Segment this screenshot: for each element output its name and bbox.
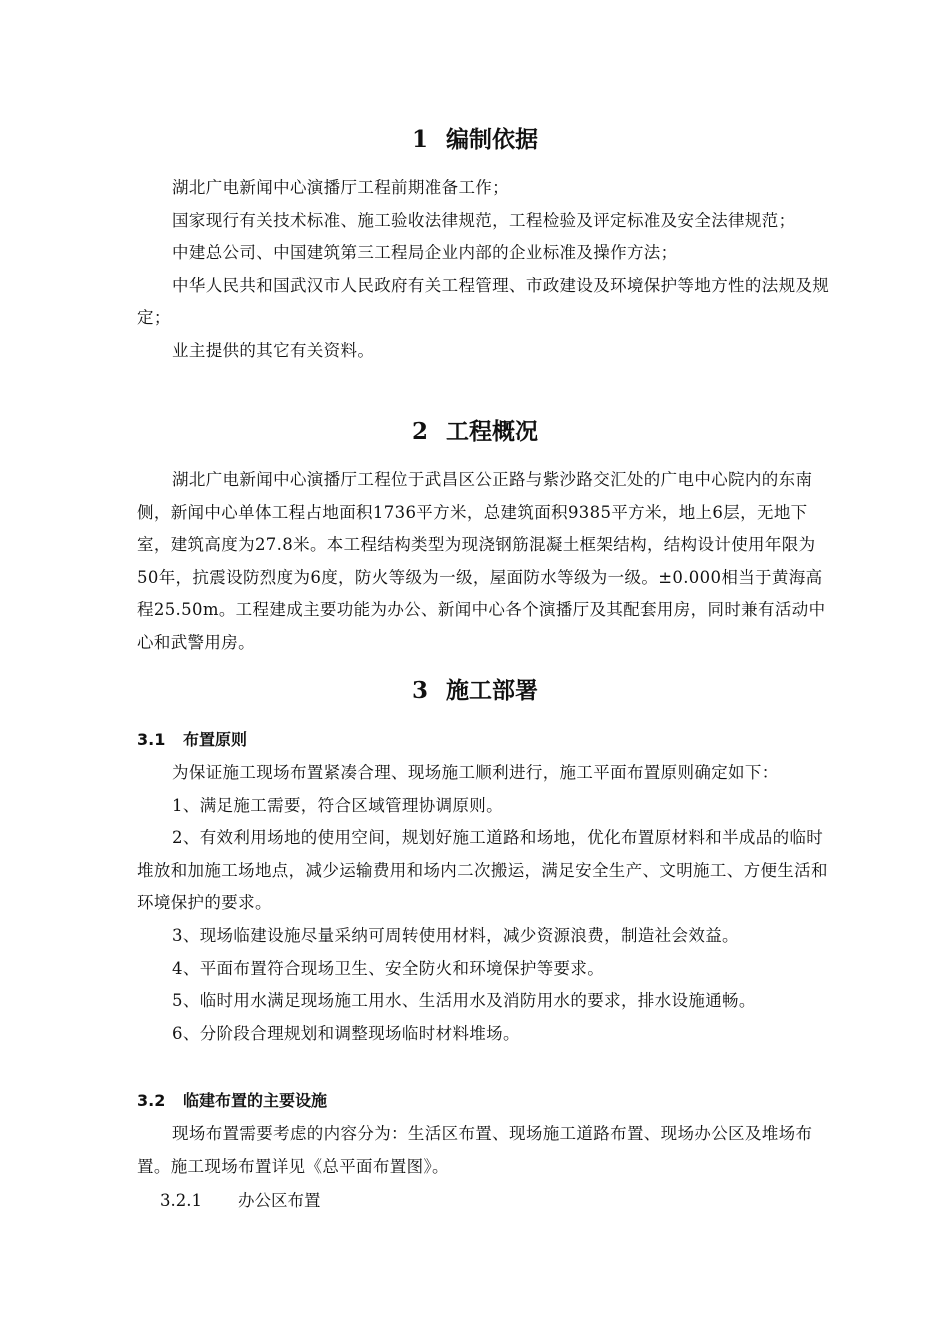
subsection-3-2-body (137, 1118, 837, 1183)
subsection-title: 办公区布置 (238, 1191, 321, 1210)
subsection-3-1-heading (137, 724, 837, 756)
subsection-number: 3.2.1 (160, 1191, 202, 1210)
subsection-3-1-body (137, 757, 837, 1050)
section-number: 1 (411, 126, 428, 153)
section-number: 3 (411, 677, 428, 704)
list-item: 4、平面布置符合现场卫生、安全防火和环境保护等要求。 (172, 958, 605, 978)
paragraph: 中建总公司、中国建筑第三工程局企业内部的企业标准及操作方法； (172, 243, 678, 263)
section-title: 工程概况 (446, 418, 538, 445)
paragraph: 湖北广电新闻中心演播厅工程位于武昌区公正路与紫沙路交汇处的广电中心院内的东南侧，新闻中心单体工程占地面积1736平方米，总建筑面积9385平方米，地上6层，无地下室，建筑高度为27.8米。本工程结构类型为现浇钢筋混凝土框架结构，结构设计使用年限为50年，抗震设防烈度为6度，防火等级为一级，屋面防水等级为一级。±0.000相当于黄海高程25.50m。工程建成主要功能为办公、新闻中心各个演播厅及其配套用房，同时兼有活动中心和武警用房。 (137, 470, 826, 652)
paragraph: 湖北广电新闻中心演播厅工程前期准备工作； (172, 178, 509, 197)
section-title: 施工部署 (446, 677, 538, 704)
paragraph: 现场布置需要考虑的内容分为：生活区布置、现场施工道路布置、现场办公区及堆场布置。施工现场布置详见《总平面布置图》。 (137, 1124, 813, 1176)
paragraph: 为保证施工现场布置紧凑合理、现场施工顺利进行，施工平面布置原则确定如下： (172, 763, 779, 782)
list-item: 6、分阶段合理规划和调整现场临时材料堆场。 (172, 1023, 520, 1043)
paragraph: 中华人民共和国武汉市人民政府有关工程管理、市政建设及环境保护等地方性的法规及规定； (137, 275, 830, 328)
subsection-3-2-heading (137, 1085, 837, 1117)
section-2-body (137, 464, 837, 660)
paragraph: 业主提供的其它有关资料。 (172, 340, 375, 360)
section-3-heading (0, 676, 950, 706)
paragraph: 国家现行有关技术标准、施工验收法律规范，工程检验及评定标准及安全法律规范； (172, 210, 796, 230)
list-item: 2、有效利用场地的使用空间，规划好施工道路和场地，优化布置原材料和半成品的临时堆放和加施工场地点，减少运输费用和场内二次搬运，满足安全生产、文明施工、方便生活和环境保护的要求。 (137, 828, 828, 913)
subsection-number: 3.1 (137, 730, 166, 749)
subsection-number: 3.2 (137, 1091, 166, 1110)
section-title: 编制依据 (446, 126, 538, 153)
list-item: 1、满足施工需要，符合区域管理协调原则。 (172, 795, 503, 815)
subsection-3-2-1-heading (160, 1185, 660, 1217)
section-1-body (137, 172, 837, 368)
subsection-title: 临建布置的主要设施 (183, 1091, 328, 1110)
section-2-heading (0, 417, 950, 447)
section-number: 2 (411, 418, 428, 445)
list-item: 5、临时用水满足现场施工用水、生活用水及消防用水的要求，排水设施通畅。 (172, 991, 756, 1011)
subsection-title: 布置原则 (183, 730, 248, 749)
section-1-heading (0, 125, 950, 155)
list-item: 3、现场临建设施尽量采纳可周转使用材料，减少资源浪费，制造社会效益。 (172, 925, 739, 945)
